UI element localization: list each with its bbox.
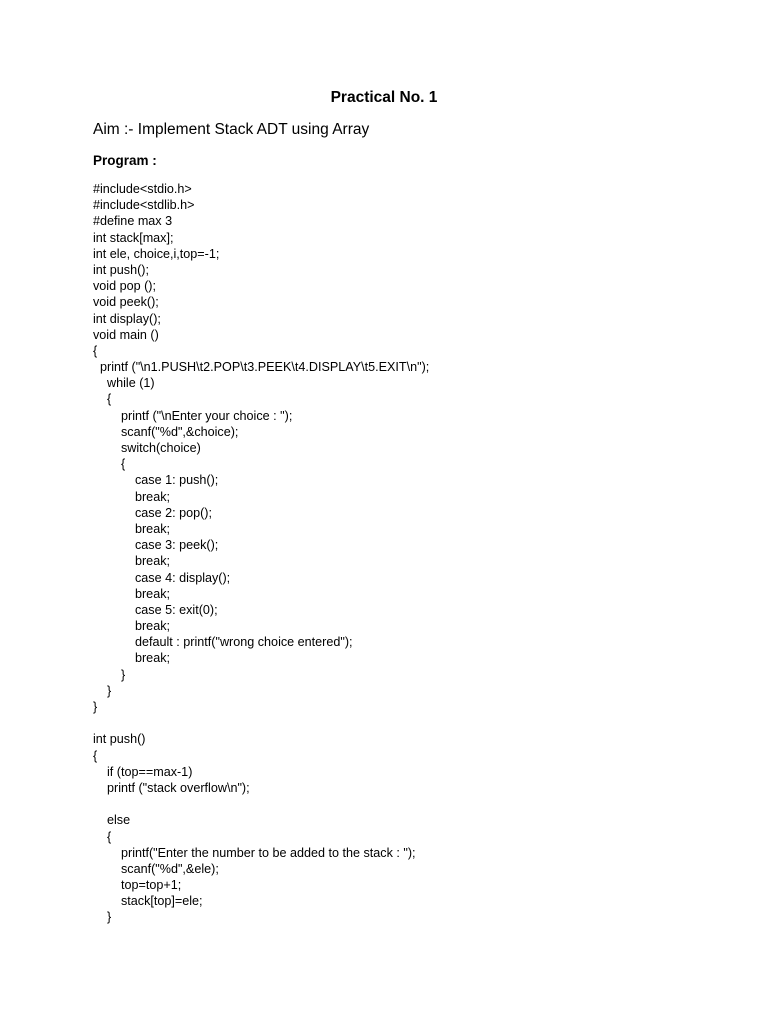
code-line: #include<stdlib.h> [93, 198, 195, 213]
code-line: scanf("%d",&ele); [93, 861, 219, 876]
code-line: printf ("\nEnter your choice : "); [93, 408, 293, 423]
code-line: scanf("%d",&choice); [93, 424, 239, 439]
code-line: case 4: display(); [93, 570, 231, 585]
code-line: void peek(); [93, 295, 159, 310]
aim-heading: Aim :- Implement Stack ADT using Array [93, 121, 370, 138]
code-line: stack[top]=ele; [93, 894, 203, 909]
practical-title: Practical No. 1 [330, 89, 438, 106]
code-line: void pop (); [93, 279, 156, 294]
code-line: int stack[max]; [93, 230, 174, 245]
code-line: } [93, 700, 98, 714]
code-line: { [93, 457, 126, 472]
code-line: break; [93, 521, 170, 536]
code-line: break; [93, 554, 170, 569]
code-line: while (1) [93, 376, 155, 391]
program-label: Program : [93, 153, 157, 168]
code-line: { [93, 748, 98, 763]
code-line: break; [93, 651, 170, 666]
code-line: printf ("stack overflow\n"); [93, 780, 250, 795]
code-line: printf ("\n1.PUSH\t2.POP\t3.PEEK\t4.DISPLAY\t5.EXIT\n"); [93, 360, 430, 375]
code-line: top=top+1; [93, 878, 182, 893]
code-line: } [93, 683, 112, 698]
code-line: if (top==max-1) [93, 764, 193, 779]
code-line: } [93, 667, 126, 682]
code-line: case 3: peek(); [93, 538, 219, 553]
code-line: { [93, 392, 112, 407]
code-line [93, 796, 753, 812]
code-line: case 5: exit(0); [93, 602, 218, 617]
code-line: break; [93, 586, 170, 601]
code-line: case 1: push(); [93, 473, 219, 488]
code-line: else [93, 813, 131, 828]
code-line: break; [93, 489, 170, 504]
code-line: switch(choice) [93, 441, 201, 455]
code-line: printf("Enter the number to be added to the stack : "); [93, 845, 416, 860]
code-line: default : printf("wrong choice entered"); [93, 635, 353, 650]
code-line [93, 715, 753, 731]
code-line: { [93, 829, 112, 844]
code-line: } [93, 910, 112, 925]
code-line: int push(); [93, 262, 149, 277]
code-line: int display(); [93, 311, 161, 326]
code-line: void main () [93, 327, 159, 342]
code-line: case 2: pop(); [93, 505, 212, 520]
code-line: #define max 3 [93, 214, 173, 229]
code-line: int ele, choice,i,top=-1; [93, 246, 220, 261]
code-line: #include<stdio.h> [93, 182, 192, 196]
code-line: break; [93, 619, 170, 634]
code-line: int push() [93, 732, 146, 747]
code-line: { [93, 343, 98, 358]
code-block [93, 181, 753, 926]
